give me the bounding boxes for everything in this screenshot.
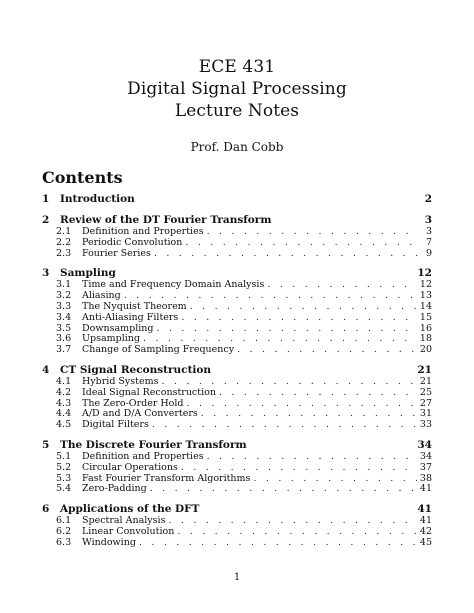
- toc-subsection-row[interactable]: [42, 463, 432, 474]
- toc-subsection-number: 4.2: [56, 386, 72, 398]
- toc-subsection-title: Anti-Aliasing Filters: [82, 311, 179, 323]
- toc-subsection-row[interactable]: [42, 420, 432, 431]
- toc-subsection-number: 2.2: [56, 236, 72, 248]
- toc-subsection-row[interactable]: [42, 484, 432, 495]
- toc-subsection-page: 41: [419, 483, 432, 495]
- toc-section-title: Review of the DT Fourier Transform: [60, 214, 272, 226]
- toc-section-number: 6: [42, 503, 50, 516]
- toc-subsection-number: 5.1: [56, 450, 72, 462]
- toc-subsection-number: 2.1: [56, 226, 72, 237]
- toc-subsection-title: Change of Sampling Frequency: [82, 344, 235, 356]
- toc-subsection-number: 5.2: [56, 461, 72, 473]
- toc-section-title: Applications of the DFT: [60, 503, 200, 516]
- toc-subsection-title: Ideal Signal Reconstruction: [82, 386, 216, 398]
- toc-subsection-number: 3.2: [56, 290, 72, 302]
- toc-subsection-title: Fourier Series: [82, 247, 151, 259]
- toc-subsection-title: Spectral Analysis: [82, 515, 166, 527]
- toc-subsection-title: Zero-Padding: [82, 483, 147, 495]
- toc-subsection-page: 15: [419, 311, 432, 323]
- toc-section-number: 1: [42, 193, 50, 205]
- toc-section-group: [42, 267, 432, 356]
- course-title: Digital Signal Processing: [127, 79, 347, 99]
- toc-subsection-number: 3.5: [56, 322, 72, 334]
- table-of-contents: [42, 193, 432, 557]
- toc-section-title: The Discrete Fourier Transform: [60, 438, 247, 451]
- toc-subsection-page: 21: [419, 375, 432, 387]
- toc-subsection-page: 20: [419, 344, 432, 356]
- toc-subsection-title: Time and Frequency Domain Analysis: [82, 279, 265, 291]
- contents-heading: Contents: [42, 168, 123, 187]
- toc-section-page: 34: [417, 438, 432, 451]
- toc-subsection-number: 3.4: [56, 311, 72, 323]
- toc-section-row[interactable]: [42, 439, 432, 452]
- toc-subsection-title: Definition and Properties: [82, 226, 204, 237]
- toc-subsection-number: 4.1: [56, 375, 72, 387]
- toc-dot-leader: [177, 527, 417, 538]
- toc-subsection-number: 6.3: [56, 536, 72, 548]
- toc-subsection-page: 3: [425, 226, 432, 237]
- toc-subsection-number: 4.3: [56, 397, 72, 409]
- toc-section-number: 5: [42, 438, 50, 451]
- toc-dot-leader: [181, 313, 417, 324]
- toc-subsection-page: 14: [419, 300, 432, 312]
- toc-subsection-title: Circular Operations: [82, 461, 178, 473]
- toc-subsection-page: 25: [419, 386, 432, 398]
- toc-dot-leader: [253, 474, 416, 485]
- toc-dot-leader: [157, 324, 417, 335]
- toc-subsection-number: 3.3: [56, 300, 72, 312]
- toc-dot-leader: [201, 409, 417, 420]
- toc-subsection-title: Aliasing: [82, 290, 121, 302]
- toc-dot-leader: [187, 399, 417, 410]
- toc-subsection-row[interactable]: [42, 388, 432, 399]
- toc-subsection-number: 3.6: [56, 333, 72, 345]
- toc-subsection-page: 13: [419, 290, 432, 302]
- toc-subsection-row[interactable]: [42, 313, 432, 324]
- toc-section-group: [42, 193, 432, 206]
- toc-subsection-page: 7: [425, 236, 432, 248]
- toc-section-title: Introduction: [60, 193, 135, 205]
- toc-subsection-page: 37: [419, 461, 432, 473]
- toc-subsection-title: The Zero-Order Hold: [82, 397, 184, 409]
- toc-subsection-number: 4.4: [56, 408, 72, 420]
- toc-section-group: [42, 503, 432, 548]
- toc-section-page: 41: [417, 503, 432, 516]
- toc-section-number: 3: [42, 267, 50, 280]
- toc-section-page: 12: [417, 267, 432, 280]
- toc-subsection-title: Downsampling: [82, 322, 154, 334]
- toc-subsection-row[interactable]: [42, 238, 432, 249]
- toc-subsection-number: 5.3: [56, 472, 72, 484]
- toc-subsection-title: Digital Filters: [82, 419, 149, 431]
- toc-section-group: [42, 364, 432, 431]
- author: Prof. Dan Cobb: [190, 140, 284, 154]
- toc-subsection-title: Hybrid Systems: [82, 375, 159, 387]
- toc-dot-leader: [190, 302, 417, 313]
- toc-section-page: 3: [424, 214, 432, 226]
- toc-dot-leader: [150, 484, 417, 495]
- course-code: ECE 431: [198, 57, 276, 77]
- toc-subsection-number: 3.7: [56, 344, 72, 356]
- toc-subsection-title: Definition and Properties: [82, 450, 204, 462]
- toc-dot-leader: [207, 452, 417, 463]
- toc-subsection-page: 12: [419, 279, 432, 291]
- toc-section-page: 2: [424, 193, 432, 205]
- toc-subsection-page: 31: [419, 408, 432, 420]
- toc-subsection-title: Linear Convolution: [82, 525, 175, 537]
- toc-subsection-title: Periodic Convolution: [82, 236, 183, 248]
- toc-section-title: Sampling: [60, 267, 116, 280]
- toc-subsection-title: Fast Fourier Transform Algorithms: [82, 472, 251, 484]
- toc-section-number: 2: [42, 214, 50, 226]
- toc-subsection-page: 27: [419, 397, 432, 409]
- toc-dot-leader: [152, 420, 417, 431]
- toc-subsection-number: 2.3: [56, 247, 72, 259]
- toc-section-row[interactable]: [42, 193, 432, 206]
- toc-subsection-number: 6.2: [56, 525, 72, 537]
- toc-dot-leader: [139, 538, 417, 549]
- toc-dot-leader: [154, 249, 419, 260]
- toc-subsection-title: The Nyquist Theorem: [82, 300, 187, 312]
- document-type: Lecture Notes: [174, 101, 300, 121]
- toc-dot-leader: [219, 388, 417, 399]
- toc-section-number: 4: [42, 363, 50, 376]
- toc-subsection-title: A/D and D/A Converters: [82, 408, 198, 420]
- toc-dot-leader: [267, 280, 417, 291]
- toc-subsection-number: 3.1: [56, 279, 72, 291]
- toc-subsection-title: Windowing: [82, 536, 136, 548]
- toc-subsection-page: 9: [425, 247, 432, 259]
- page-number: 1: [233, 572, 241, 583]
- toc-subsection-page: 33: [419, 419, 432, 431]
- toc-dot-leader: [207, 227, 419, 238]
- toc-section-page: 21: [417, 363, 432, 376]
- toc-subsection-row[interactable]: [42, 249, 432, 260]
- toc-subsection-page: 42: [419, 525, 432, 537]
- title-block: [0, 56, 474, 154]
- toc-section-group: [42, 439, 432, 495]
- toc-subsection-number: 6.1: [56, 515, 72, 527]
- toc-subsection-page: 18: [419, 333, 432, 345]
- toc-subsection-page: 34: [419, 450, 432, 462]
- toc-subsection-page: 16: [419, 322, 432, 334]
- toc-subsection-number: 5.4: [56, 483, 72, 495]
- toc-section-title: CT Signal Reconstruction: [60, 363, 212, 376]
- toc-section-group: [42, 214, 432, 259]
- toc-subsection-row[interactable]: [42, 538, 432, 549]
- toc-dot-leader: [185, 238, 419, 249]
- toc-dot-leader: [237, 345, 417, 356]
- toc-subsection-page: 45: [419, 536, 432, 548]
- toc-dot-leader: [181, 463, 417, 474]
- toc-subsection-title: Upsampling: [82, 333, 140, 345]
- toc-subsection-page: 41: [419, 515, 432, 527]
- toc-subsection-page: 38: [419, 472, 432, 484]
- toc-dot-leader: [168, 516, 416, 527]
- toc-subsection-row[interactable]: [42, 345, 432, 356]
- toc-subsection-number: 4.5: [56, 419, 72, 431]
